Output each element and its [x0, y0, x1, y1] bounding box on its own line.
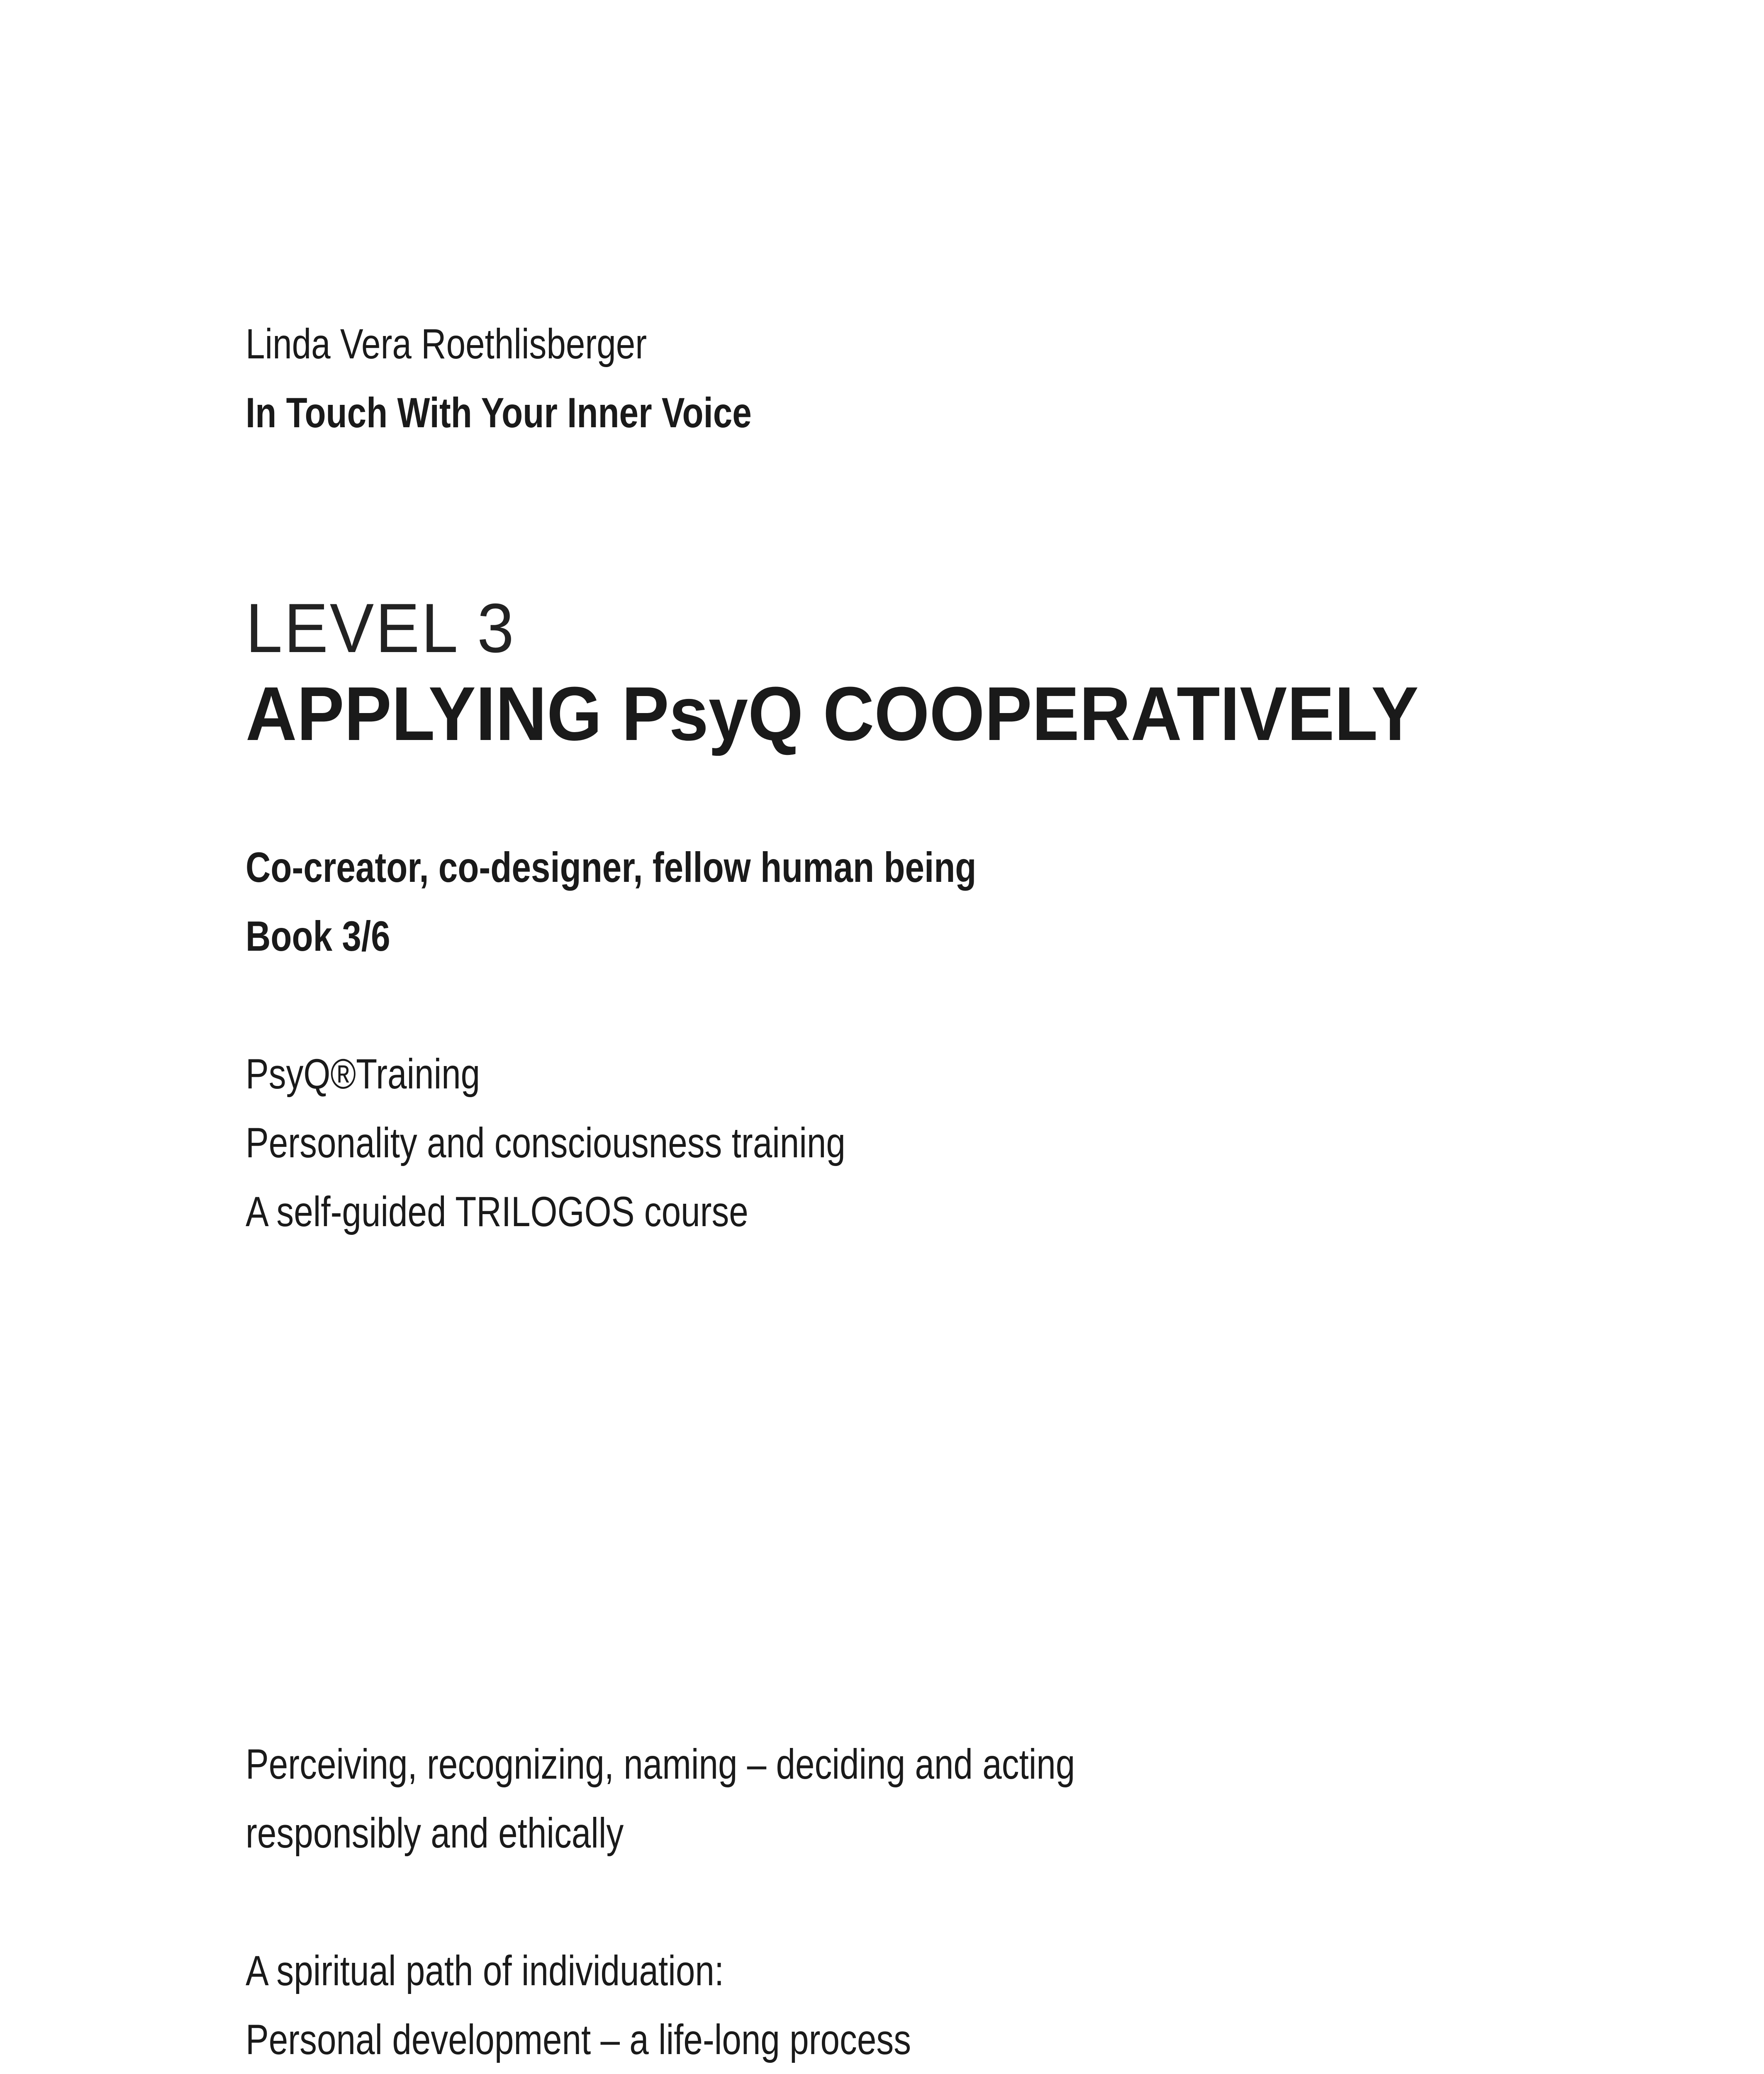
training-line: A self-guided TRILOGOS course — [246, 1188, 748, 1235]
subtitle: Co-creator, co-designer, fellow human being — [246, 844, 977, 891]
training-line: Personality and consciousness training — [246, 1119, 845, 1166]
description-line: Perceiving, recognizing, naming – deciding and acting — [246, 1741, 1075, 1788]
path-line: Personal development – a life-long process — [246, 2016, 911, 2063]
level-label: LEVEL 3 — [246, 589, 516, 667]
path-line: A spiritual path of individuation: — [246, 1947, 724, 1994]
training-name: PsyQ®Training — [246, 1050, 480, 1098]
main-title: APPLYING PsyQ COOPERATIVELY — [246, 671, 1419, 756]
author-name: Linda Vera Roethlisberger — [246, 320, 647, 368]
series-title: In Touch With Your Inner Voice — [246, 389, 752, 436]
book-number: Book 3/6 — [246, 913, 390, 960]
description-line: responsibly and ethically — [246, 1809, 624, 1857]
